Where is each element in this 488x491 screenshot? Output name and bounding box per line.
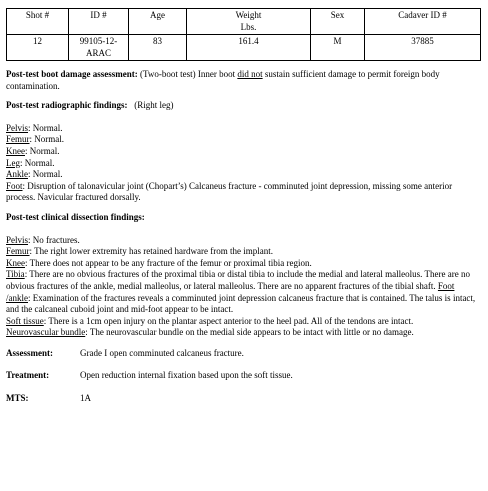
assessment-value: Grade I open comminuted calcaneus fracture.	[80, 347, 244, 358]
cell-weight: 161.4	[187, 35, 311, 61]
mts-row	[6, 393, 480, 405]
clinical-text-femur: : The right lower extremity has retained hardware from the implant.	[29, 246, 274, 257]
radio-text-leg: : Normal.	[20, 157, 55, 168]
radiographic-heading: Post-test radiographic findings:	[6, 100, 128, 111]
boot-damage-paragraph	[6, 69, 480, 92]
clinical-label-knee: Knee	[6, 257, 25, 268]
list-item	[6, 169, 480, 181]
table-header-row	[7, 9, 481, 35]
header-age: Age	[129, 9, 187, 35]
header-weight	[187, 9, 311, 35]
mts-label: MTS:	[6, 393, 29, 404]
list-item	[6, 246, 480, 258]
table-row	[7, 35, 481, 61]
clinical-label-pelvis: Pelvis	[6, 234, 29, 245]
list-item	[6, 123, 480, 135]
header-shot: Shot #	[7, 9, 69, 35]
boot-text-b: sustain sufficient damage to permit foreign body contamination.	[6, 69, 440, 91]
radio-text-ankle: : Normal.	[28, 169, 63, 180]
clinical-text-pelvis: : No fractures.	[28, 234, 80, 245]
cell-sex: M	[311, 35, 365, 61]
clinical-label-neurovascular: Neurovascular bundle	[6, 327, 86, 338]
radiographic-findings	[6, 123, 480, 204]
radio-text-femur: : Normal.	[29, 134, 64, 145]
assessment-label: Assessment:	[6, 347, 53, 358]
list-item	[6, 158, 480, 170]
radio-label-foot: Foot	[6, 180, 23, 191]
boot-text-underlined: did not	[237, 69, 263, 79]
treatment-label: Treatment:	[6, 370, 50, 381]
clinical-label-foot: Foot /ankle	[6, 280, 455, 303]
list-item	[6, 181, 480, 204]
treatment-row	[6, 370, 480, 382]
clinical-heading: Post-test clinical dissection findings:	[6, 211, 145, 222]
list-item	[6, 146, 480, 158]
list-item	[6, 134, 480, 146]
radio-text-pelvis: : Normal.	[28, 122, 63, 133]
radio-label-knee: Knee	[6, 145, 25, 156]
header-cadaver: Cadaver ID #	[365, 9, 481, 35]
cell-id-line2: ARAC	[85, 47, 111, 58]
radio-label-femur: Femur	[6, 134, 30, 145]
clinical-text-knee: : There does not appear to be any fracture of the femur or proximal tibia region.	[25, 257, 312, 268]
boot-text-a: (Two-boot test) Inner boot	[137, 69, 238, 79]
clinical-label-soft-tissue: Soft tissue	[6, 315, 44, 326]
clinical-text-tibia: : There are no obvious fractures of the proximal tibia or distal tibia to include the medial and lateral malleolus. There are no obvious fractures of the ankle, medial malleolus, or lateral malleolus. There are no apparent fractures of the tibial shaft.	[6, 269, 470, 291]
radio-text-foot: : Disruption of talonavicular joint (Chopart’s) Calcaneus fracture - comminuted joint depression, missing some anterior process. Navicular fractured dorsally.	[6, 180, 453, 203]
radio-label-pelvis: Pelvis	[6, 122, 29, 133]
cell-cadaver: 37885	[365, 35, 481, 61]
clinical-label-tibia: Tibia	[6, 269, 25, 280]
radio-label-leg: Leg	[6, 157, 20, 168]
cell-id	[69, 35, 129, 61]
treatment-value: Open reduction internal fixation based upon the soft tissue.	[80, 370, 293, 381]
cell-id-line1: 99105-12-	[79, 36, 118, 46]
clinical-heading-line	[6, 212, 480, 224]
subject-info-table	[6, 8, 481, 61]
boot-damage-heading: Post-test boot damage assessment:	[6, 69, 138, 79]
assessment-row	[6, 348, 480, 360]
clinical-label-femur: Femur	[6, 246, 30, 257]
header-sex: Sex	[311, 9, 365, 35]
header-weight-line2: Lbs.	[240, 21, 257, 32]
list-item	[6, 258, 480, 270]
radiographic-side: (Right leg)	[127, 100, 174, 111]
radio-label-ankle: Ankle	[6, 169, 28, 180]
list-item	[6, 235, 480, 247]
header-id: ID #	[69, 9, 129, 35]
cell-shot: 12	[7, 35, 69, 61]
cell-age: 83	[129, 35, 187, 61]
document-page	[6, 8, 480, 405]
clinical-text-soft-tissue: : There is a 1cm open injury on the plantar aspect anterior to the heel pad. All of the tendons are intact.	[43, 315, 414, 326]
radio-text-knee: : Normal.	[25, 145, 60, 156]
clinical-text-foot: : Examination of the fractures reveals a comminuted joint depression calcaneus fracture that is contained. The talus is intact, and the calcaneal cuboid joint and mid-foot appear to be intact.	[6, 292, 476, 315]
mts-value: 1A	[80, 393, 91, 404]
clinical-text-neurovascular: : The neurovascular bundle on the medial side appears to be intact with little or no damage.	[85, 327, 414, 338]
clinical-body-paragraph	[6, 269, 480, 339]
clinical-findings	[6, 235, 480, 339]
radiographic-heading-line	[6, 100, 480, 112]
header-weight-line1: Weight	[235, 10, 262, 20]
